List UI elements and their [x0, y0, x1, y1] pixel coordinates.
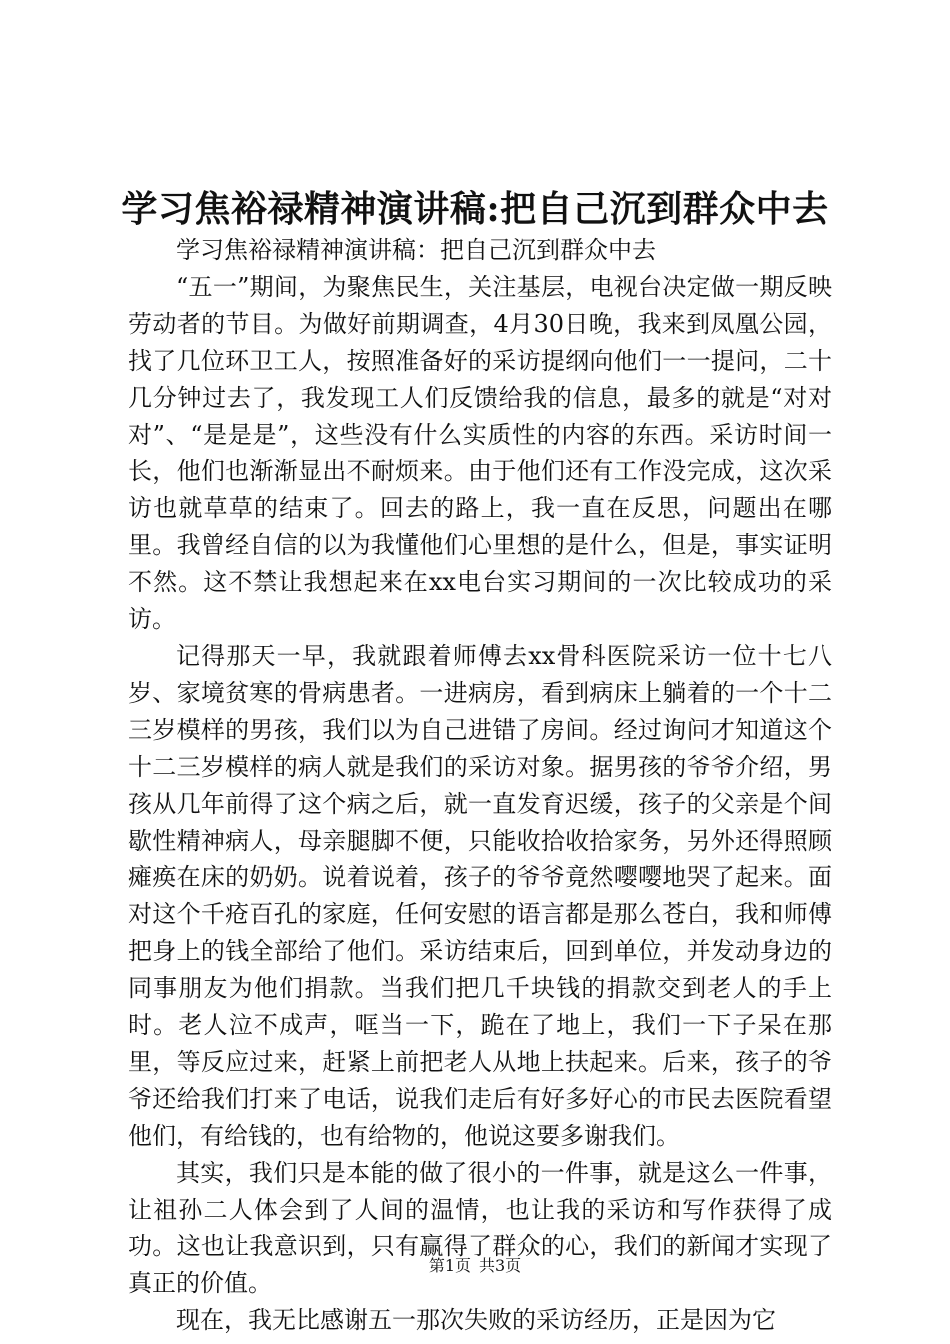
- document-title: 学习焦裕禄精神演讲稿:把自己沉到群众中去: [121, 188, 829, 230]
- body-paragraph: 现在，我无比感谢五一那次失败的采访经历，正是因为它: [176, 1306, 776, 1335]
- document-body: [128, 232, 832, 1339]
- body-paragraph: 记得那天一早，我就跟着师傅去xx骨科医院采访一位十七八岁、家境贫寒的骨病患者。一进病房，看到病床上躺着的一个十二三岁模样的男孩，我们以为自己进错了房间。经过询问才知道这个十二三岁模样的病人就是我们的采访对象。据男孩的爷爷介绍，男孩从几年前得了这个病之后，就一直发育迟缓，孩子的父亲是个间歇性精神病人，母亲腿脚不便，只能收拾收拾家务，另外还得照顾瘫痪在床的奶奶。说着说着，孩子的爷爷竟然嘤嘤地哭了起来。面对这个千疮百孔的家庭，任何安慰的语言都是那么苍白，我和师傅把身上的钱全部给了他们。采访结束后，回到单位，并发动身边的同事朋友为他们捐款。当我们把几千块钱的捐款交到老人的手上时。老人泣不成声，哐当一下，跪在了地上，我们一下子呆在那里，等反应过来，赶紧上前把老人从地上扶起来。后来，孩子的爷爷还给我们打来了电话，说我们走后有好多好心的市民去医院看望他们，有给钱的，也有给物的，他说这要多谢我们。: [128, 641, 832, 1150]
- page-total: 共3页: [479, 1256, 522, 1275]
- body-paragraph: “五一”期间，为聚焦民生，关注基层，电视台决定做一期反映劳动者的节目。为做好前期调查，4月30日晚，我来到凤凰公园，找了几位环卫工人，按照准备好的采访提纲向他们一一提问，二十几分钟过去了，我发现工人们反馈给我的信息，最多的就是“对对对”、“是是是”，这些没有什么实质性的内容的东西。采访时间一长，他们也渐渐显出不耐烦来。由于他们还有工作没完成，这次采访也就草草的结束了。回去的路上，我一直在反思，问题出在哪里。我曾经自信的以为我懂他们心里想的是什么，但是，事实证明不然。这不禁让我想起来在xx电台实习期间的一次比较成功的采访。: [128, 272, 832, 634]
- body-paragraph-subtitle: 学习焦裕禄精神演讲稿：把自己沉到群众中去: [176, 236, 656, 264]
- page-footer: [0, 1255, 950, 1277]
- page-number: 第1页: [428, 1256, 471, 1275]
- body-paragraph: 其实，我们只是本能的做了很小的一件事，就是这么一件事，让祖孙二人体会到了人间的温情，也让我的采访和写作获得了成功。这也让我意识到，只有赢得了群众的心，我们的新闻才实现了真正的价值。: [128, 1158, 832, 1298]
